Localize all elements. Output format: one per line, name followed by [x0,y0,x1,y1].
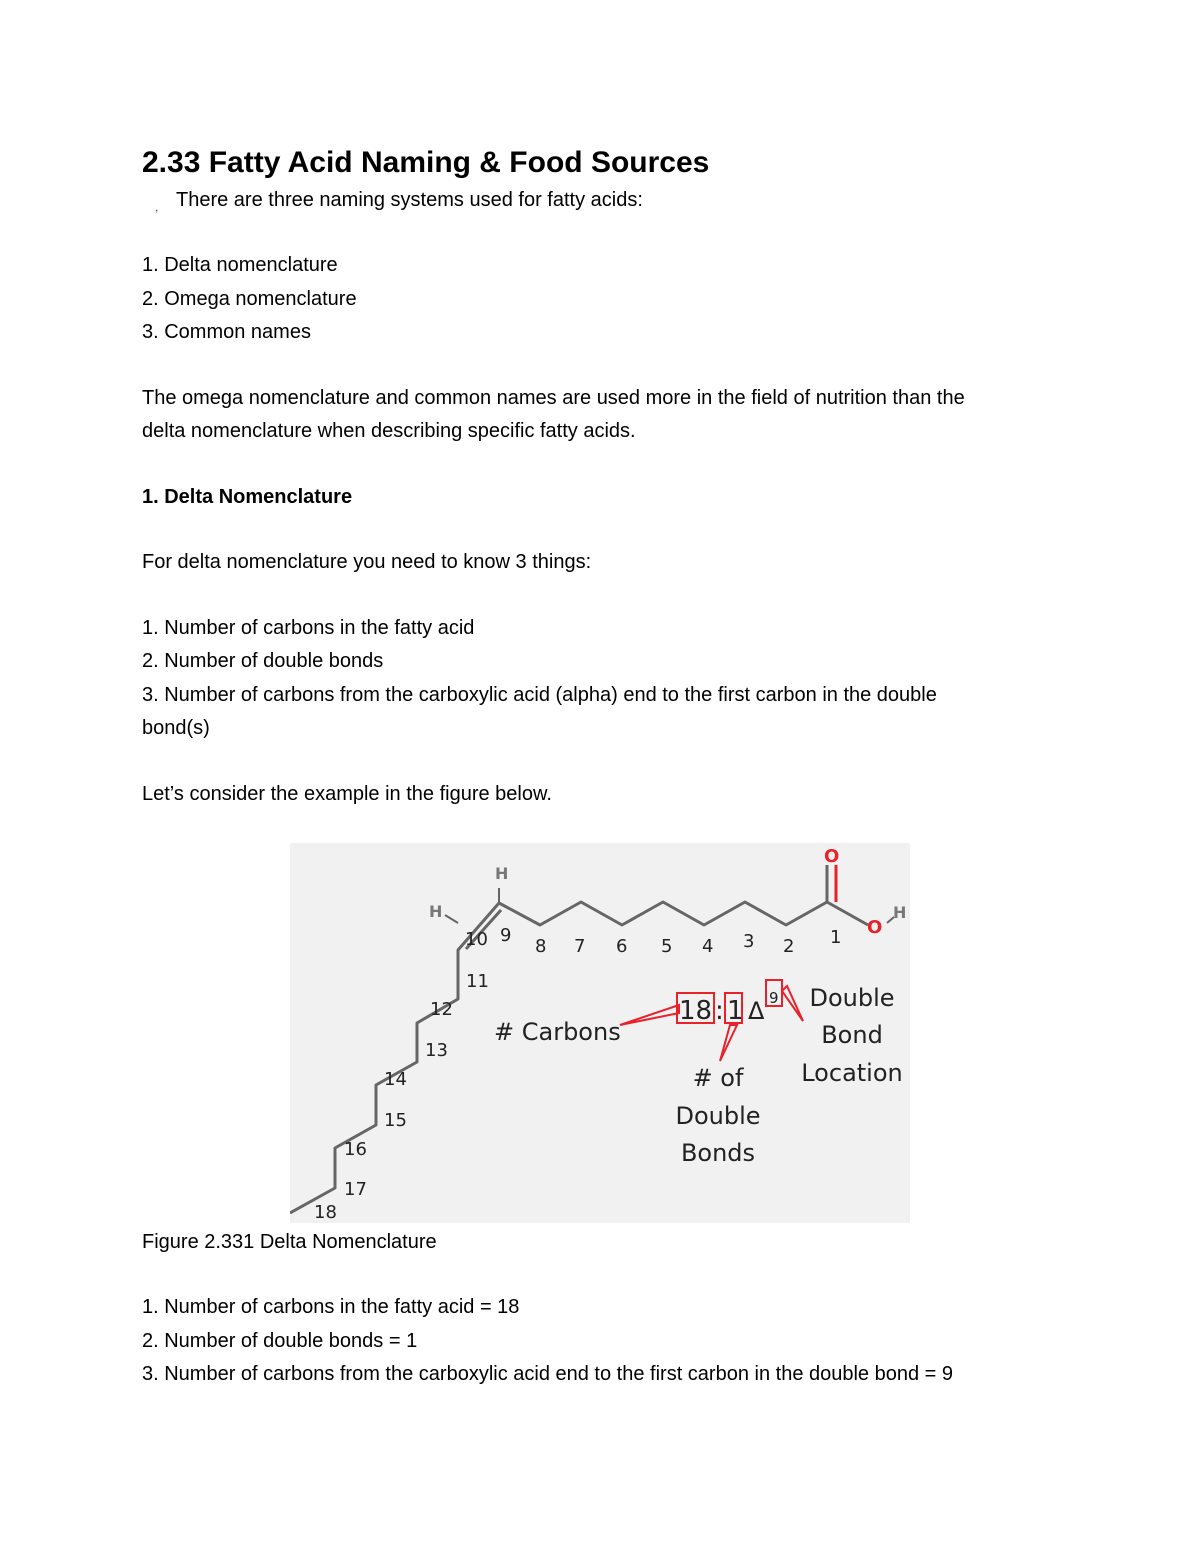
paragraph-line: delta nomenclature when describing specific fatty acids. [142,420,636,442]
oxygen-atom-hydroxyl: O [867,917,883,938]
bullet-marker: , [155,200,159,214]
location-pointer [782,986,803,1021]
label-location-line: Double [809,984,895,1012]
carbon-number: 14 [384,1069,407,1090]
carbon-number: 17 [344,1179,367,1200]
h-bond [445,915,458,923]
result-item: 3. Number of carbons from the carboxylic acid end to the first carbon in the double bond = 9 [142,1363,954,1385]
bonds-pointer [720,1025,737,1061]
label-bonds-line: # of [692,1064,744,1092]
intro-text: There are three naming systems used for fatty acids: [176,189,643,211]
list-item: 1. Delta nomenclature [142,254,338,276]
fatty-acid-structure-diagram [290,843,910,1223]
label-location-line: Bond [821,1021,883,1049]
label-bonds-line: Bonds [680,1139,756,1167]
notation-carbon-count: 18 [679,996,713,1026]
paragraph-line: The omega nomenclature and common names are used more in the field of nutrition than the [142,387,965,409]
result-item: 2. Number of double bonds = 1 [142,1330,418,1352]
carbon-number: 15 [384,1110,407,1131]
figure-caption: Figure 2.331 Delta Nomenclature [142,1231,437,1253]
carbon-number: 9 [500,925,512,946]
notation-colon: : [715,996,724,1026]
carbon-number: 1 [830,927,842,948]
oxygen-atom-carbonyl: O [824,846,840,867]
paragraph-line: Let’s consider the example in the figure below. [142,783,552,805]
page-title: 2.33 Fatty Acid Naming & Food Sources [142,146,710,179]
carbon-number: 11 [466,971,489,992]
label-bonds-line: Double [675,1102,761,1130]
carbon-number: 4 [702,936,714,957]
hydrogen-atom-c10: H [429,902,443,921]
list-item-continuation: bond(s) [142,717,210,739]
list-item: 1. Number of carbons in the fatty acid [142,617,475,639]
delta-nomenclature-figure [290,843,910,1223]
carbon-number: 12 [430,999,453,1020]
carbon-number: 10 [465,929,488,950]
carbon-number: 2 [783,936,795,957]
carbon-number: 5 [661,936,673,957]
carbons-pointer [620,1005,679,1025]
list-item: 3. Number of carbons from the carboxylic acid (alpha) end to the first carbon in the double [142,684,937,706]
section-heading: 1. Delta Nomenclature [142,486,353,508]
notation-bond-count: 1 [727,996,744,1026]
hydrogen-atom-hydroxyl: H [893,903,907,922]
list-item: 2. Omega nomenclature [142,288,357,310]
notation-bond-location: 9 [769,989,779,1007]
result-item: 1. Number of carbons in the fatty acid = 18 [142,1296,520,1318]
label-carbons: # Carbons [494,1018,621,1046]
carbon-number: 3 [743,931,755,952]
hydrogen-atom-c9: H [495,864,509,883]
carbon-number: 7 [574,936,586,957]
carbon-number: 13 [425,1040,448,1061]
carbon-number: 18 [314,1202,337,1223]
label-location-line: Location [801,1059,903,1087]
carbon-number: 8 [535,936,547,957]
list-item: 3. Common names [142,321,311,343]
carbon-number: 16 [344,1139,367,1160]
notation-delta-symbol: Δ [748,997,765,1025]
paragraph-line: For delta nomenclature you need to know 3 things: [142,551,592,573]
carbon-number: 6 [616,936,628,957]
list-item: 2. Number of double bonds [142,650,384,672]
